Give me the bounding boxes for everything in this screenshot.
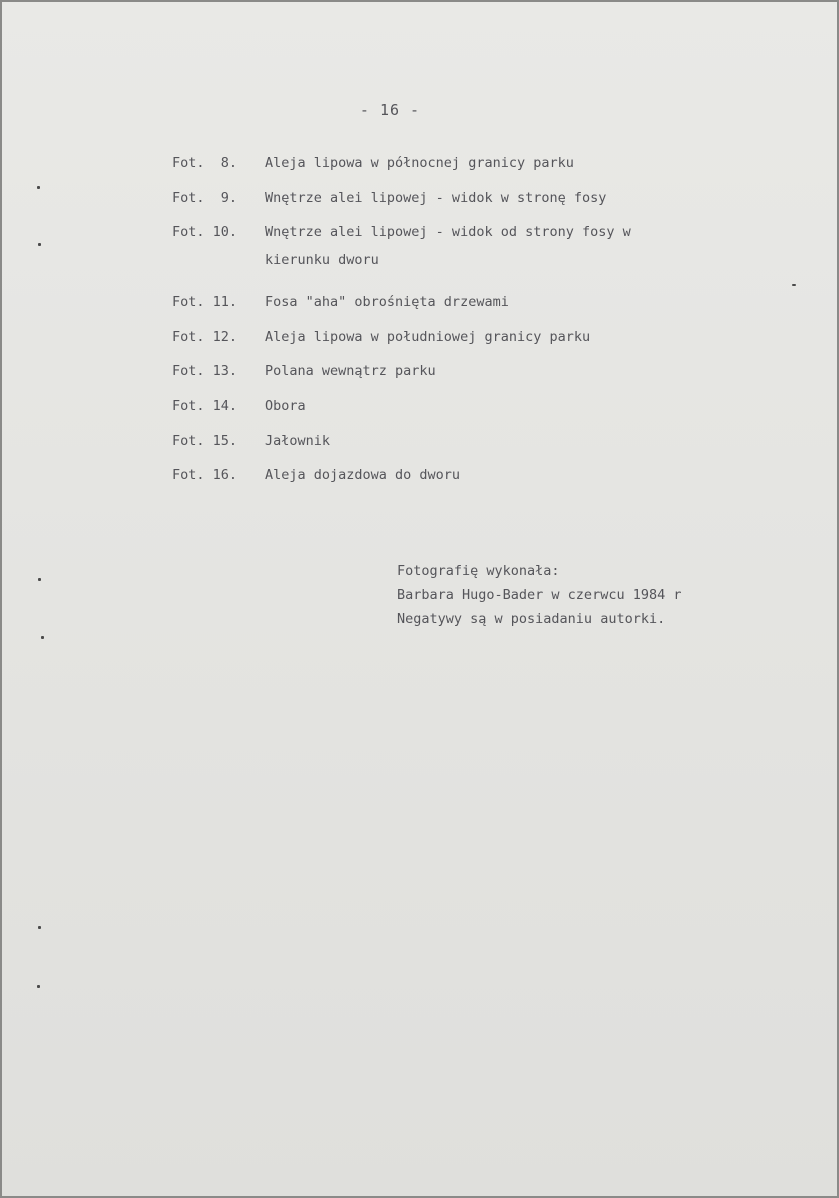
photo-label: Fot. 15. xyxy=(172,432,238,449)
photo-label: Fot. 9. xyxy=(172,189,238,206)
photo-description: Polana wewnątrz parku xyxy=(265,363,436,380)
photo-description: Aleja dojazdowa do dworu xyxy=(265,467,461,484)
list-item xyxy=(172,327,792,362)
photo-credits xyxy=(397,561,797,633)
credits-heading: Fotografię wykonała: xyxy=(397,563,560,579)
list-item xyxy=(172,222,792,292)
binding-hole-mark xyxy=(38,926,41,929)
photo-description: Fosa "aha" obrośnięta drzewami xyxy=(265,294,509,311)
photo-description: Aleja lipowa w południowej granicy parku xyxy=(265,328,591,345)
photo-description: Wnętrze alei lipowej - widok w stronę fosy xyxy=(265,189,607,206)
binding-hole-mark xyxy=(37,985,40,988)
list-item xyxy=(172,431,792,466)
photo-label: Fot. 8. xyxy=(172,155,238,171)
binding-hole-mark xyxy=(41,636,44,639)
photo-label: Fot. 14. xyxy=(172,397,238,414)
credits-negatives-note: Negatywy są w posiadaniu autorki. xyxy=(397,611,666,627)
list-item xyxy=(172,361,792,396)
list-item xyxy=(172,396,792,431)
credits-photographer: Barbara Hugo-Bader w czerwcu 1984 r xyxy=(397,587,682,603)
photo-description-continued: kierunku dworu xyxy=(265,252,379,269)
binding-hole-mark xyxy=(38,578,41,581)
list-item xyxy=(172,292,792,327)
binding-hole-mark xyxy=(37,186,40,189)
photo-description: Wnętrze alei lipowej - widok od strony fosy w xyxy=(265,224,631,241)
photo-label: Fot. 10. xyxy=(172,224,238,241)
photo-description: Obora xyxy=(265,397,306,414)
photo-label: Fot. 11. xyxy=(172,294,238,311)
list-item xyxy=(172,188,792,223)
photo-description: Aleja lipowa w północnej granicy parku xyxy=(265,155,574,171)
speck-mark xyxy=(792,284,796,286)
photo-label: Fot. 12. xyxy=(172,328,238,345)
photo-list xyxy=(172,153,792,500)
photo-label: Fot. 13. xyxy=(172,363,238,380)
page-number: - 16 - xyxy=(359,101,421,119)
list-item xyxy=(172,153,792,188)
photo-description: Jałownik xyxy=(265,432,331,449)
photo-label: Fot. 16. xyxy=(172,467,238,484)
list-item xyxy=(172,465,792,500)
binding-hole-mark xyxy=(38,243,41,246)
